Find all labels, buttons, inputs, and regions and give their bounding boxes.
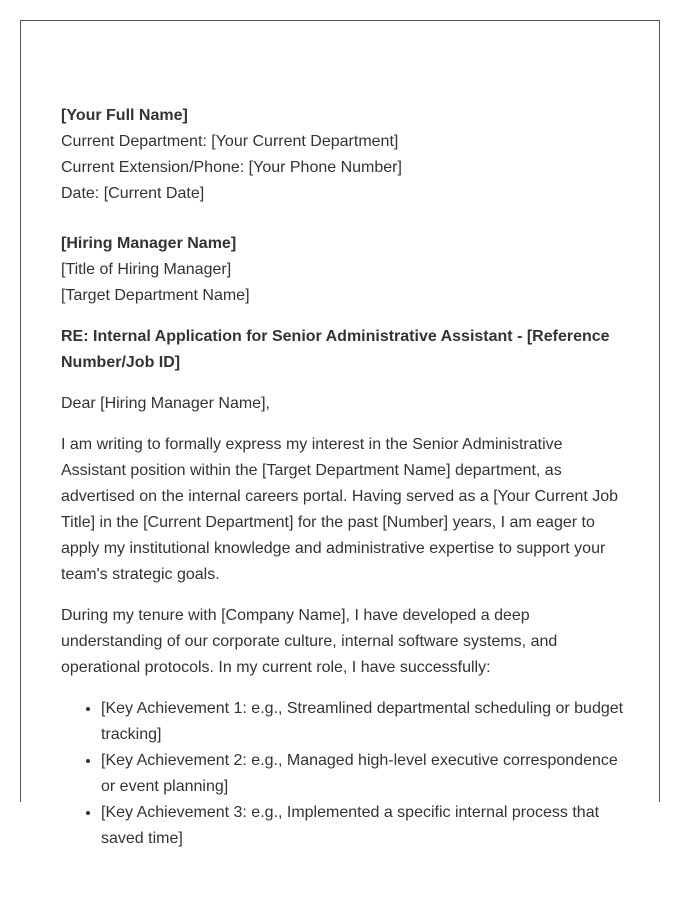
sender-department: Current Department: [Your Current Department] [61,133,399,150]
salutation: Dear [Hiring Manager Name], [61,395,270,412]
sender-name: [Your Full Name] [61,107,188,124]
body-paragraph: I am writing to formally express my interest in the Senior Administrative Assistant position within the [Target Department Name] department, as advertised on the internal careers portal. Having served as a [Your Current Job Title] in the [Current Department] for the past [Number] years, I am eager to apply my institutional knowledge and administrative expertise to support your team's strategic goals. [61,436,619,583]
list-item: • [Key Achievement 2: e.g., Managed high-level executive correspondence or event planning] [101,748,626,800]
achievements-list [61,696,626,852]
recipient-name: [Hiring Manager Name] [61,235,237,252]
recipient-department: [Target Department Name] [61,287,250,304]
letter-page [20,20,660,847]
sender-block [61,103,626,207]
recipient-title: [Title of Hiring Manager] [61,261,232,278]
body-paragraph: During my tenure with [Company Name], I have developed a deep understanding of our corporate culture, internal software systems, and operational protocols. In my current role, I have successfully: [61,607,558,676]
recipient-block [61,231,626,309]
letter-content [61,103,626,852]
sender-phone: Current Extension/Phone: [Your Phone Number] [61,159,402,176]
subject-line: RE: Internal Application for Senior Administrative Assistant - [Reference Number/Job ID] [61,328,610,371]
list-item: • [Key Achievement 3: e.g., Implemented a specific internal process that saved time] [101,800,626,852]
letter-date: Date: [Current Date] [61,185,205,202]
list-item: • [Key Achievement 1: e.g., Streamlined departmental scheduling or budget tracking] [101,696,626,748]
